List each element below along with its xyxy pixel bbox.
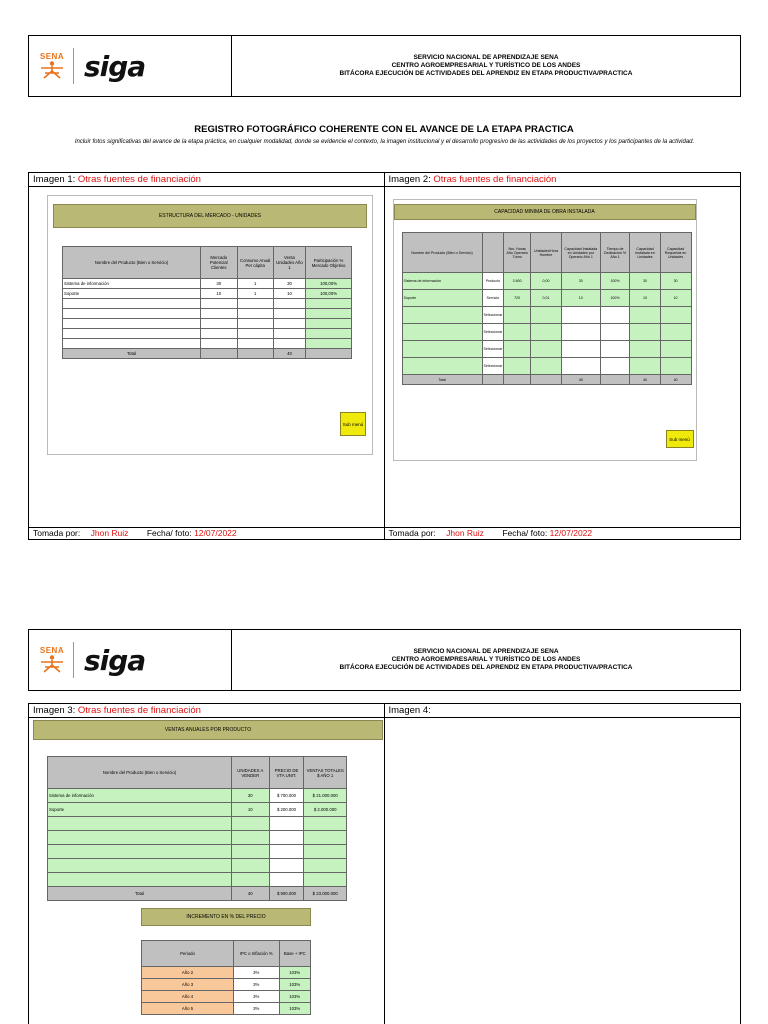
table-cell: 3% [234,1003,280,1015]
photo-grid-1 [28,172,741,540]
image-caption: Otras fuentes de financiación [433,174,557,185]
shot-title: CAPACIDAD MINIMA DE OBRA INSTALADA [394,204,696,220]
header-block-2 [28,629,741,691]
table-cell: 3% [234,967,280,979]
photo-cell-3 [29,704,385,1024]
table-cell: Servicio [482,290,504,307]
table-cell: 3 600 [504,273,531,290]
image-caption: Otras fuentes de financiación [77,174,201,185]
col-header: Mercado Potencial Clientes [201,247,238,279]
table-row [142,979,311,991]
table-cell: $ 700.000 [269,789,304,803]
image-header [385,173,741,187]
col-header: Tiempo de Dedicación % Año 1 [600,233,630,273]
table-cell: 1 [237,289,273,299]
siga-logo: siga [84,49,146,83]
table-row [48,831,347,845]
table-cell: 30 [201,279,238,289]
col-header: Capacidad Instalada en Unidades por Operario Año 1 [561,233,600,273]
image-label: Imagen 4: [388,705,431,716]
header-line-1: SERVICIO NACIONAL DE APRENDIZAJE SENA [413,54,559,61]
col-header: PRECIO DE VTA UNIT. [269,757,304,789]
col-header: Venta Unidades Año 1 [273,247,305,279]
photo-cell-2 [385,173,741,539]
table-cell: 0,01 [531,290,562,307]
col-header: Nombre del Producto (Bien o Servicio) [63,247,201,279]
taken-by-label: Tomada por: [388,528,436,538]
header-titles [232,36,740,96]
col-header: Nombre del Producto (Bien o Servicio) [402,233,482,273]
table-cell: 103% [279,979,310,991]
table-row [48,817,347,831]
logo-divider [73,642,74,678]
table-cell: 100,00% [306,289,352,299]
table-cell: Año 4 [142,991,234,1003]
table-row [48,859,347,873]
table-row [63,289,352,299]
table-cell: Soporte [63,289,201,299]
select-cell: Seleccionar [482,307,504,324]
table-row [142,1003,311,1015]
date-value: 12/07/2022 [194,528,237,538]
table-cell: 10 [273,289,305,299]
table-row [402,358,691,375]
col-header: Base + IPC [279,941,310,967]
col-header: Capacidad Requerida en Unidades [660,233,691,273]
total-value: 40 [660,375,691,385]
table-cell: 103% [279,967,310,979]
sales-table [47,756,347,901]
table-row [63,279,352,289]
logo-area [29,36,232,96]
table-cell: 30 [561,273,600,290]
taken-by-value: Jhon Ruiz [446,528,484,538]
date-label: Fecha/ foto: [502,528,548,538]
header-block-1 [28,35,741,97]
table-cell: Soporte [402,290,482,307]
screenshot-capacidad-instalada [393,199,697,461]
col-header: Consumo Anual Per cápita [237,247,273,279]
table-cell: 30 [232,789,270,803]
col-header: VENTAS TOTALES $ AÑO 1 [304,757,347,789]
sena-figure-icon [39,655,65,673]
col-header: UNIDADES A VENDER [232,757,270,789]
col-header: Participación % Mercado Objetivo [306,247,352,279]
table-cell: 720 [504,290,531,307]
select-cell: Seleccionar [482,341,504,358]
total-value: 40 [232,887,270,901]
taken-by-value: Jhon Ruiz [90,528,129,538]
header-line-3: BITÁCORA EJECUCIÓN DE ACTIVIDADES DEL APRENDIZ EN ETAPA PRODUCTIVA/PRACTICA [339,664,633,671]
table-cell: 103% [279,1003,310,1015]
header-titles [232,630,740,690]
total-value: 40 [630,375,660,385]
table-row [63,299,352,309]
total-row [63,349,352,359]
image-footer [29,527,384,539]
table-cell: Año 3 [142,979,234,991]
table-cell: 30 [660,273,691,290]
table-cell: 3% [234,991,280,1003]
total-value: $ 900.000 [269,887,304,901]
image-label: Imagen 2: [388,174,431,185]
sena-logo-text: SENA [39,646,65,655]
table-cell: Sistema de información [402,273,482,290]
header-line-3: BITÁCORA EJECUCIÓN DE ACTIVIDADES DEL APRENDIZ EN ETAPA PRODUCTIVA/PRACTICA [339,70,633,77]
table-row [63,329,352,339]
image-footer [385,527,741,539]
table-row [402,290,691,307]
table-row [48,873,347,887]
capacity-table [402,232,692,385]
table-row [402,307,691,324]
registro-title: REGISTRO FOTOGRÁFICO COHERENTE CON EL AVANCE DE LA ETAPA PRACTICA [194,124,574,135]
taken-by-label: Tomada por: [33,528,81,538]
registro-subtitle: Incluir fotos significativas del avance de la etapa práctica, en cualquier modalidad, donde se evidencie el contexto, la imagen institucional y el desarrollo progresivo de las actividades de los proyectos y los participantes de la actividad. [74,139,695,145]
market-table [62,246,352,359]
sena-logo [39,647,65,673]
select-cell: Seleccionar [482,358,504,375]
date-value: 12/07/2022 [549,528,593,538]
image-header [385,704,741,718]
table-row [63,319,352,329]
table-cell: 30 [273,279,305,289]
submenu-button: Sub menú [340,412,366,436]
table-cell: 10 [630,290,660,307]
table-cell: Año 2 [142,967,234,979]
total-value: $ 23.000.000 [304,887,347,901]
table-cell: 10 [201,289,238,299]
total-row [402,375,691,385]
table-row [402,273,691,290]
table-cell: Sistema de información [63,279,201,289]
table-row [48,803,347,817]
shot-title: VENTAS ANUALES POR PRODUCTO [33,720,383,740]
total-row [48,887,347,901]
increment-title: INCREMENTO EN % DEL PRECIO [141,908,311,926]
photo-cell-4 [385,704,741,1024]
table-cell: $ 21.000.000 [304,789,347,803]
sena-logo [39,53,65,79]
image-caption: Otras fuentes de financiación [77,705,201,716]
table-cell: 0,00 [531,273,562,290]
table-cell: Sistema de información [48,789,232,803]
logo-divider [73,48,74,84]
table-cell: Producto [482,273,504,290]
col-header: Capacidad Instalada en Unidades [630,233,660,273]
table-row [142,967,311,979]
photo-grid-2 [28,703,741,1024]
total-label: Total [48,887,232,901]
table-cell: 10 [660,290,691,307]
table-cell: $ 2.000.000 [304,803,347,817]
header-line-1: SERVICIO NACIONAL DE APRENDIZAJE SENA [413,648,559,655]
image-label: Imagen 3: [33,705,76,716]
table-cell: 103% [279,991,310,1003]
table-cell: 1 [237,279,273,289]
col-header: Nro. Horas Año Operario Turno [504,233,531,273]
table-cell: Año 5 [142,1003,234,1015]
image-header [29,704,384,718]
logo-area [29,630,232,690]
table-row [48,845,347,859]
table-row [48,789,347,803]
sena-figure-icon [39,61,65,79]
col-header [482,233,504,273]
table-row [63,309,352,319]
table-cell: $ 200.000 [269,803,304,817]
total-value: 40 [273,349,305,359]
table-cell: 10 [232,803,270,817]
photo-cell-1 [29,173,385,539]
table-cell: 10 [561,290,600,307]
select-cell: Seleccionar [482,324,504,341]
total-value: 40 [561,375,600,385]
header-line-2: CENTRO AGROEMPRESARIAL Y TURÍSTICO DE LOS ANDES [391,656,581,663]
shot-title: ESTRUCTURA DEL MERCADO - UNIDADES [53,204,367,228]
table-cell: 3% [234,979,280,991]
col-header: IPC o Inflación % [234,941,280,967]
table-row [402,341,691,358]
increment-table [141,940,311,1015]
table-cell: 30 [630,273,660,290]
col-header: Nombre del Producto (Bien o Servicio) [48,757,232,789]
sena-logo-text: SENA [39,52,65,61]
table-cell: 100% [600,290,630,307]
table-cell: 100% [600,273,630,290]
screenshot-ventas-anuales [33,720,383,1024]
submenu-button: Sub menú [666,430,694,448]
table-cell: Soporte [48,803,232,817]
screenshot-estructura-mercado [47,195,373,455]
image-header [29,173,384,187]
header-line-2: CENTRO AGROEMPRESARIAL Y TURÍSTICO DE LOS ANDES [391,62,581,69]
image-label: Imagen 1: [33,174,76,185]
siga-logo: siga [84,643,146,677]
col-header: Unidades/Hora Hombre [531,233,562,273]
col-header: Periodo [142,941,234,967]
total-label: Total [63,349,201,359]
table-row [402,324,691,341]
table-cell: 100,00% [306,279,352,289]
date-label: Fecha/ foto: [146,528,192,538]
total-label: Total [402,375,482,385]
table-row [142,991,311,1003]
table-row [63,339,352,349]
